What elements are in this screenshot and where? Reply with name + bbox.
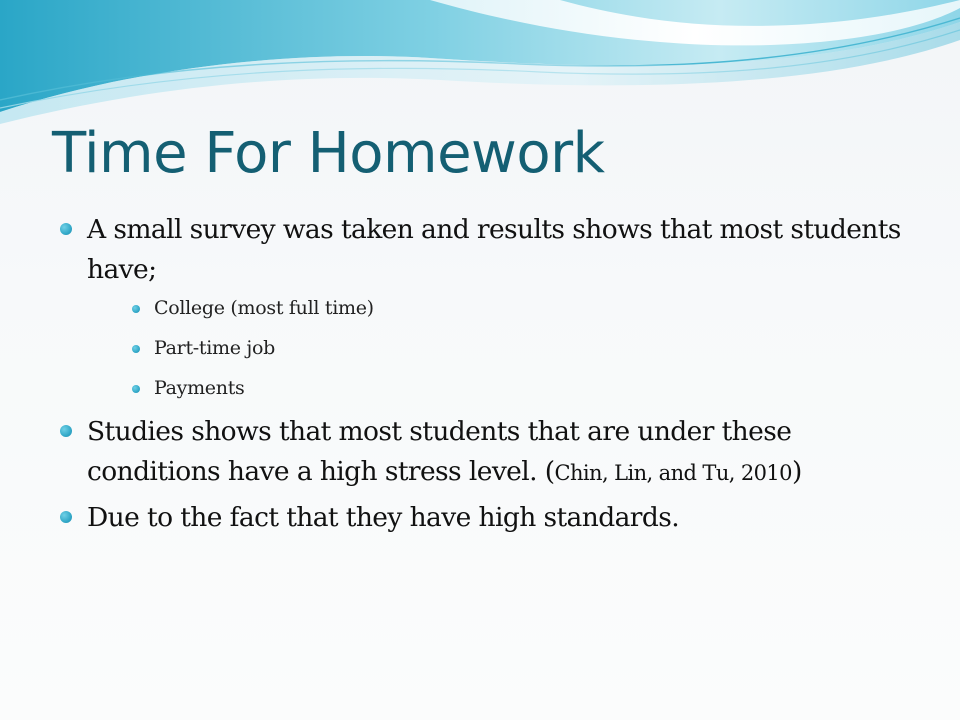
sub-bullet-text: Part-time job (154, 337, 276, 359)
sub-bullet-item (58, 374, 908, 402)
sub-bullet-text: College (most full time) (154, 297, 374, 319)
bullet-text: A small survey was taken and results shows that most students have; (87, 214, 901, 285)
sub-bullet-item (58, 334, 908, 362)
citation-text: Chin, Lin, and Tu, 2010 (554, 461, 792, 485)
bullet-text: Studies shows that most students that are under these conditions have a high stress level. ( (87, 416, 792, 487)
sub-bullet-dot-icon (132, 305, 140, 313)
bullet-dot-icon (60, 511, 72, 523)
sub-bullet-text: Payments (154, 377, 245, 399)
bullet-item (58, 210, 908, 290)
bullet-dot-icon (60, 223, 72, 235)
sub-bullet-dot-icon (132, 385, 140, 393)
bullet-text: Due to the fact that they have high standards. (87, 502, 680, 533)
bullet-item (58, 498, 908, 538)
bullet-item (58, 412, 908, 493)
slide-title: Time For Homework (52, 121, 605, 186)
bullet-list (58, 210, 908, 538)
decorative-wave-banner (0, 0, 960, 130)
sub-bullet-item (58, 294, 908, 322)
citation-close: ) (791, 456, 802, 487)
bullet-dot-icon (60, 425, 72, 437)
sub-bullet-dot-icon (132, 345, 140, 353)
